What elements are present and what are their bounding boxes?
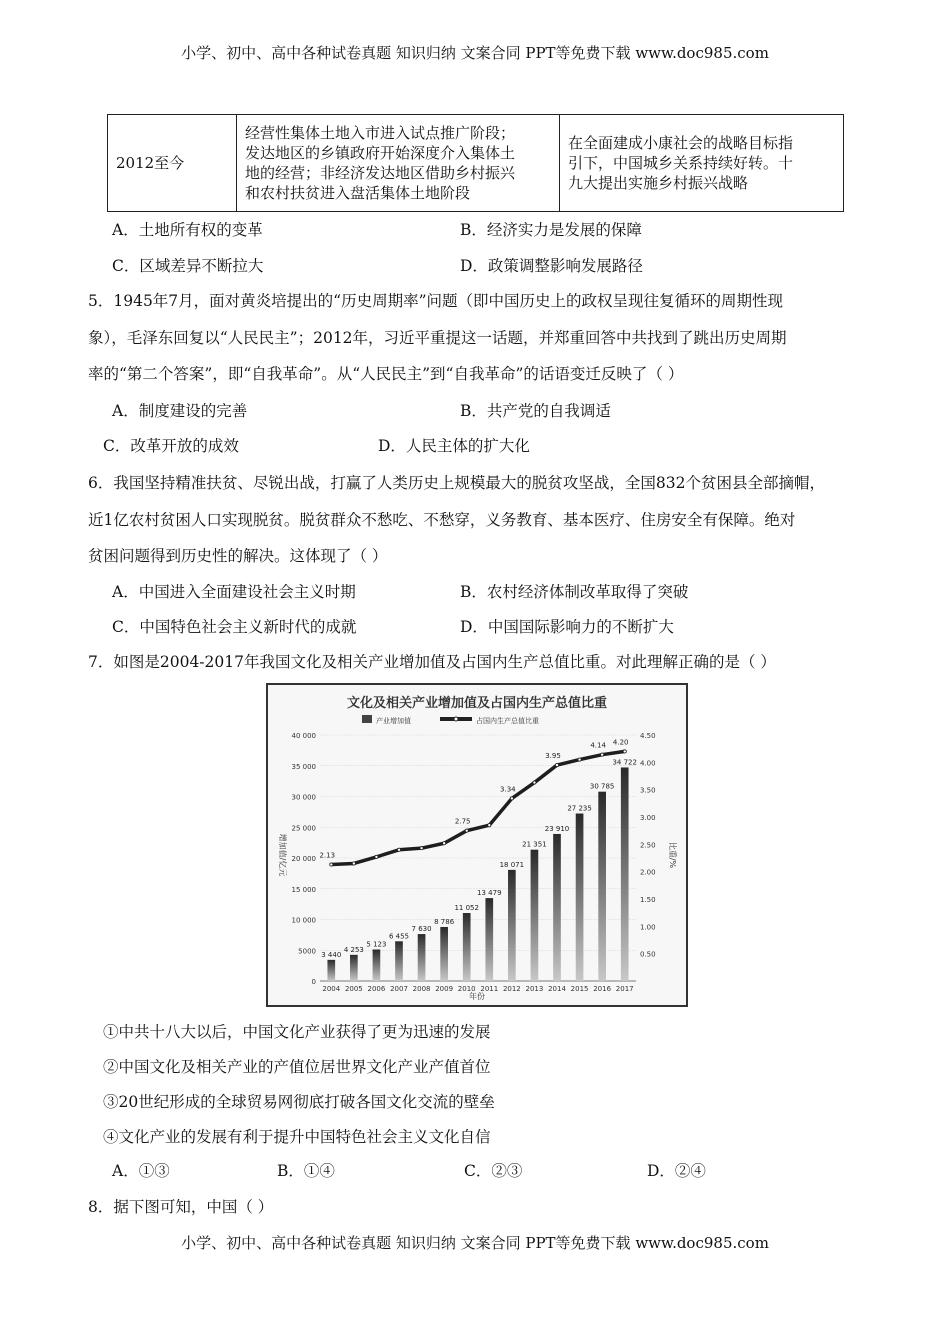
bar-2008 [418,934,426,981]
q5-stem-line-2: 象），毛泽东回复以“人民民主”；2012年，习近平重提这一话题，并郑重回答中共找到了跳出历史周期 [88,329,787,347]
bar-value-label: 7 630 [411,925,432,934]
x-tick-label: 2004 [322,985,341,993]
x-tick-label: 2013 [525,985,544,993]
y-tick-label: 25 000 [291,824,316,833]
legend-line-marker [454,717,458,721]
x-tick-label: 2015 [570,985,589,993]
bar-value-label: 30 785 [589,782,615,791]
y2-tick-label: 1.00 [640,923,656,932]
legend-line-label: 占国内生产总值比重 [476,717,539,725]
q7-stem: 7．如图是2004-2017年我国文化及相关产业增加值及占国内生产总值比重。对此理解正确的是（ ） [88,653,776,671]
land-reform-table [107,114,844,212]
bar-value-label: 6 455 [388,932,410,941]
y2-tick-label: 3.00 [640,814,656,822]
x-tick-label: 2016 [593,985,612,993]
share-value-label: 3.95 [545,752,561,761]
bar-2012 [508,870,516,981]
q5-option-a[interactable]: A．制度建设的完善 [112,402,248,420]
q5-stem-line-1: 5．1945年7月，面对黄炎培提出的“历史周期率”问题（即中国历史上的政权呈现往复循环的周期性现 [88,292,784,310]
q5-stem-line-3: 率的“第二个答案”，即“自我革命”。从“人民民主”到“自我革命”的话语变迁反映了（ ） [88,365,684,383]
q7-statement-2: ②中国文化及相关产业的产值位居世界文化产业产值首位 [103,1058,491,1076]
q7-option-a[interactable]: A．①③ [112,1162,170,1180]
bar-2010 [463,913,471,981]
bar-value-label: 8 786 [434,917,455,926]
q7-statement-4: ④文化产业的发展有利于提升中国特色社会主义文化自信 [103,1128,491,1146]
q6-stem-line-1: 6．我国坚持精准扶贫、尽锐出战，打赢了人类历史上规模最大的脱贫攻坚战，全国832个贫困县全部摘帽， [88,474,825,492]
bar-2006 [373,949,381,981]
x-tick-label: 2010 [457,985,476,993]
bar-value-label: 18 071 [499,860,525,869]
chart-svg [268,685,686,1005]
table-cell-background: 在全面建成小康社会的战略目标指 引下，中国城乡关系持续好转。十 九大提出实施乡村振兴战略 [560,115,844,212]
share-value-label: 2.13 [319,851,336,860]
y2-tick-label: 4.00 [640,759,656,768]
share-point-2008 [420,847,423,850]
y-tick-label: 0 [311,978,316,986]
bar-value-label: 11 052 [454,904,479,913]
table-row [108,115,844,212]
q8-stem: 8．据下图可知，中国（ ） [88,1198,274,1216]
q5-option-b[interactable]: B．共产党的自我调适 [460,402,611,420]
y-tick-label: 30 000 [291,793,316,802]
bar-value-label: 23 910 [544,824,570,833]
bar-2007 [395,941,403,981]
y2-tick-label: 0.50 [640,950,656,959]
y-tick-label: 35 000 [291,762,316,771]
y-axis-label: 增加值/亿元 [278,833,287,877]
x-axis-label: 年份 [469,992,485,1001]
legend-bar-label: 产业增加值 [376,717,411,725]
x-tick-label: 2014 [548,985,566,993]
bar-2016 [598,792,606,981]
bar-value-label: 27 235 [567,804,592,813]
share-point-2014 [555,763,558,766]
y-tick-label: 15 000 [291,885,316,894]
table-cell-stage: 经营性集体土地入市进入试点推广阶段； 发达地区的乡镇政府开始深度介入集体土 地的经营；非经济发达地区借助乡村振兴 和农村扶贫进入盘活集体土地阶段 [237,115,560,212]
share-point-2006 [375,855,378,858]
bar-value-label: 5 123 [366,940,387,949]
x-tick-label: 2006 [367,985,386,993]
page-footer: 小学、初中、高中各种试卷真题 知识归纳 文案合同 PPT等免费下载 www.doc985.com [181,1234,769,1252]
q7-statement-1: ①中共十八大以后，中国文化产业获得了更为迅速的发展 [103,1023,491,1041]
share-point-2011 [488,824,491,827]
bar-2011 [485,898,493,981]
share-value-label: 3.34 [500,785,516,794]
bar-2004 [327,960,335,981]
q6-option-a[interactable]: A．中国进入全面建设社会主义时期 [112,583,356,601]
x-tick-label: 2017 [615,985,634,993]
q6-option-c[interactable]: C．中国特色社会主义新时代的成就 [112,618,357,636]
q7-option-c[interactable]: C．②③ [464,1162,523,1180]
x-tick-label: 2008 [412,985,431,993]
q5-option-d[interactable]: D．人民主体的扩大化 [378,437,530,455]
share-point-2012 [510,797,513,800]
table-cell-period: 2012至今 [108,115,237,212]
share-point-2010 [465,829,468,832]
bar-value-label: 4 253 [343,945,364,954]
share-point-2016 [601,753,604,756]
y-tick-label: 5000 [298,947,316,956]
bar-2017 [621,767,629,981]
legend-bar-swatch [362,715,372,723]
y2-tick-label: 1.50 [640,896,656,904]
bar-value-label: 13 479 [477,889,502,898]
share-value-label: 2.75 [454,817,471,826]
y-tick-label: 20 000 [291,855,316,863]
q5-option-c[interactable]: C．改革开放的成效 [103,437,239,455]
bar-value-label: 3 440 [321,950,342,959]
culture-industry-chart [266,683,688,1007]
share-point-2013 [533,781,536,784]
bar-2014 [553,834,561,981]
y-tick-label: 40 000 [291,732,316,740]
share-value-label: 4.14 [590,741,606,750]
x-tick-label: 2012 [502,985,521,993]
bar-value-label: 34 722 [612,758,637,767]
q7-option-b[interactable]: B．①④ [277,1162,335,1180]
bar-2009 [440,927,448,981]
q7-option-d[interactable]: D．②④ [647,1162,706,1180]
share-point-2005 [352,862,355,865]
y2-tick-label: 3.50 [640,786,656,795]
y2-axis-label: 比重/% [668,841,677,869]
share-point-2004 [330,863,333,866]
share-point-2015 [578,758,581,761]
q4-option-d[interactable]: D．政策调整影响发展路径 [460,257,643,275]
x-tick-label: 2009 [435,985,454,993]
y2-tick-label: 4.50 [640,732,656,740]
y2-tick-label: 2.50 [640,841,656,850]
share-value-label: 4.20 [612,738,629,747]
q6-stem-line-2: 近1亿农村贫困人口实现脱贫。脱贫群众不愁吃、不愁穿，义务教育、基本医疗、住房安全有保障。绝对 [88,511,796,529]
x-tick-label: 2007 [390,985,408,993]
q4-option-c[interactable]: C．区域差异不断拉大 [112,257,264,275]
q7-statement-3: ③20世纪形成的全球贸易网彻底打破各国文化交流的壁垒 [103,1093,495,1111]
q4-option-a[interactable]: A．土地所有权的变革 [112,221,263,239]
share-point-2017 [623,750,626,753]
bar-2005 [350,955,358,981]
x-tick-label: 2011 [480,985,499,993]
bar-2015 [576,814,584,981]
page-header: 小学、初中、高中各种试卷真题 知识归纳 文案合同 PPT等免费下载 www.doc985.com [181,44,769,62]
y2-tick-label: 2.00 [640,868,656,877]
share-point-2009 [443,842,446,845]
q6-option-b[interactable]: B．农村经济体制改革取得了突破 [460,583,689,601]
chart-title: 文化及相关产业增加值及占国内生产总值比重 [346,696,608,711]
q6-stem-line-3: 贫困问题得到历史性的解决。这体现了（ ） [88,547,388,565]
share-point-2007 [397,848,400,851]
q4-option-b[interactable]: B．经济实力是发展的保障 [460,221,642,239]
bar-value-label: 21 351 [522,840,547,849]
x-tick-label: 2005 [344,985,363,993]
y-tick-label: 10 000 [291,916,316,925]
q6-option-d[interactable]: D．中国国际影响力的不断扩大 [460,618,674,636]
bar-2013 [531,850,539,981]
